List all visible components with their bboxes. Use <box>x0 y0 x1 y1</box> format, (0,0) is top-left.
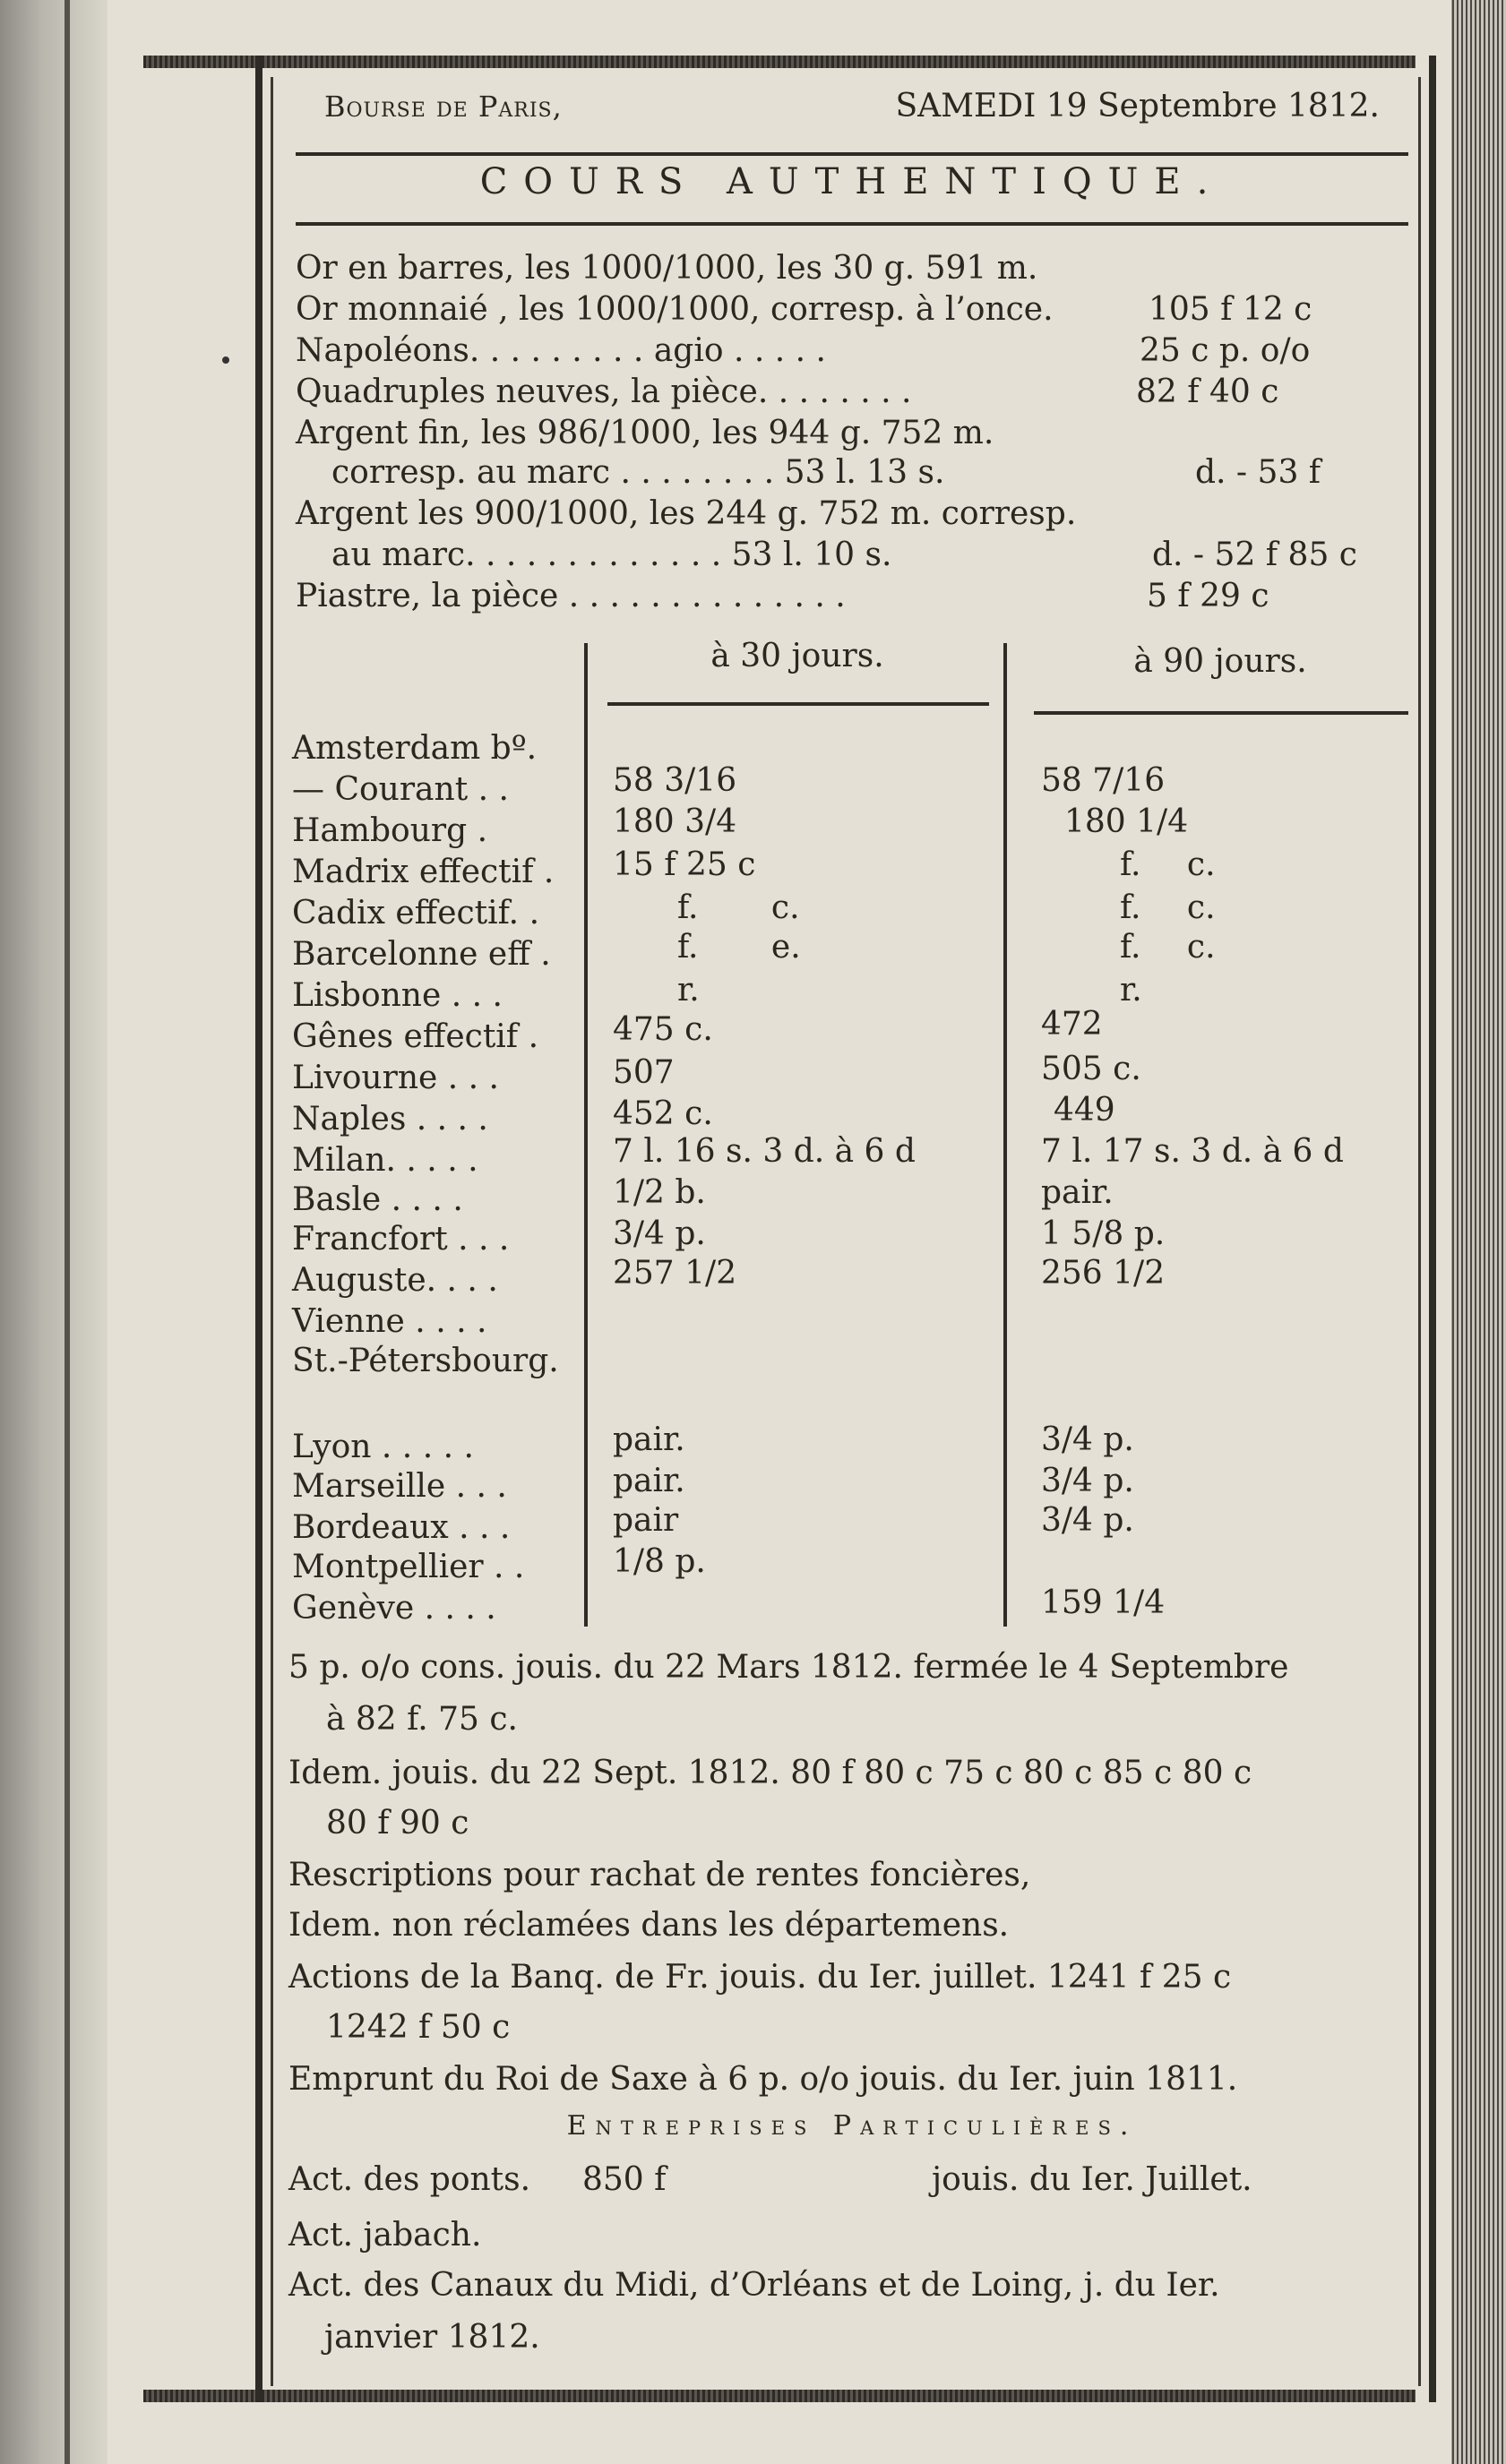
frame-border-top <box>143 56 1416 68</box>
frame-border-right <box>1429 56 1436 2402</box>
ponts-value: 850 f <box>582 2161 667 2198</box>
rate-90: f. c. <box>1120 846 1216 883</box>
rate-90: r. <box>1120 972 1142 1009</box>
city-label: Madrix effectif . <box>292 854 555 890</box>
city-label: Barcelonne eff . <box>292 936 551 973</box>
rate-90: 159 1/4 <box>1041 1584 1166 1621</box>
column-header-30-jours: à 30 jours. <box>710 638 884 674</box>
rate-90: f. c. <box>1120 889 1216 926</box>
header-rule <box>296 152 1408 156</box>
rate-90: 449 <box>1054 1092 1115 1129</box>
rate-90: 505 c. <box>1041 1051 1141 1087</box>
rate-30: 15 f 25 c <box>613 846 756 883</box>
metal-value: 25 c p. o/o <box>1140 332 1311 369</box>
metal-value: 105 f 12 c <box>1149 291 1312 328</box>
city-label: Gênes effectif . <box>292 1018 539 1055</box>
ponts-jouis: jouis. du Ier. Juillet. <box>932 2161 1252 2198</box>
frame-border-left <box>255 56 262 2402</box>
column-rule-90 <box>1034 711 1408 715</box>
page-edges <box>1452 0 1506 2464</box>
rate-90: 180 1/4 <box>1064 803 1189 840</box>
page-title: COURS AUTHENTIQUE. <box>479 161 1225 202</box>
city-label: St.-Pétersbourg. <box>292 1343 559 1379</box>
canaux-line: Act. des Canaux du Midi, d’Orléans et de Loing, j. du Ier. <box>288 2267 1220 2304</box>
rate-90: pair. <box>1041 1174 1114 1211</box>
city-label: Marseille . . . <box>292 1468 507 1505</box>
rate-90: f. c. <box>1120 929 1216 966</box>
fund-line: 5 p. o/o cons. jouis. du 22 Mars 1812. fermée le 4 Septembre <box>288 1649 1289 1686</box>
city-label: Amsterdam bº. <box>292 730 538 767</box>
rate-30: 257 1/2 <box>613 1255 737 1292</box>
metal-row: Argent fin, les 986/1000, les 944 g. 752 m. <box>296 415 994 451</box>
city-label: Genève . . . . <box>292 1590 496 1627</box>
metal-row: Napoléons. . . . . . . . . agio . . . . . <box>296 332 826 369</box>
fund-line: 1242 f 50 c <box>326 2009 511 2046</box>
city-label: Auguste. . . . <box>292 1262 498 1299</box>
fund-line: Idem. jouis. du 22 Sept. 1812. 80 f 80 c 75 c 80 c 85 c 80 c <box>288 1755 1252 1791</box>
fund-line: à 82 f. 75 c. <box>326 1701 518 1738</box>
rate-30: pair. <box>613 1463 685 1499</box>
frame-inner-left <box>271 77 273 2386</box>
city-label: Vienne . . . . <box>292 1303 487 1340</box>
rate-30: pair. <box>613 1421 685 1458</box>
column-rule-30 <box>607 702 989 706</box>
column-header-90-jours: à 90 jours. <box>1133 643 1307 680</box>
city-label: Livourne . . . <box>292 1060 499 1096</box>
column-divider-right <box>1003 643 1007 1627</box>
ponts-label: Act. des ponts. <box>288 2161 531 2198</box>
city-label: Milan. . . . . <box>292 1142 478 1179</box>
rate-30: 507 <box>613 1054 675 1091</box>
city-label: Francfort . . . <box>292 1221 510 1258</box>
rate-30: 452 c. <box>613 1095 713 1132</box>
frame-border-bottom <box>143 2390 1416 2402</box>
metal-row: au marc. . . . . . . . . . . . . 53 l. 10 s. <box>331 537 892 573</box>
date-heading: SAMEDI 19 Septembre 1812. <box>895 88 1380 124</box>
city-label: Naples . . . . <box>292 1101 488 1138</box>
rate-30: 1/2 b. <box>613 1174 706 1211</box>
rate-90: 58 7/16 <box>1041 762 1166 799</box>
metal-row: corresp. au marc . . . . . . . . 53 l. 13 s. <box>331 454 945 491</box>
fund-line: Actions de la Banq. de Fr. jouis. du Ier. juillet. 1241 f 25 c <box>288 1959 1232 1996</box>
rate-30: f. c. <box>677 889 800 926</box>
city-label: — Courant . . <box>292 771 509 808</box>
city-label: Montpellier . . <box>292 1549 525 1585</box>
rate-30: 475 c. <box>613 1011 713 1048</box>
jabach-line: Act. jabach. <box>288 2217 482 2254</box>
left-page-margin <box>0 0 108 2464</box>
rate-90: 3/4 p. <box>1041 1502 1134 1539</box>
fund-line: Rescriptions pour rachat de rentes foncières, <box>288 1857 1031 1893</box>
rate-30: 7 l. 16 s. 3 d. à 6 d <box>613 1133 916 1170</box>
column-divider-left <box>584 643 588 1627</box>
city-label: Lyon . . . . . <box>292 1429 474 1465</box>
rate-90: 472 <box>1041 1006 1103 1043</box>
city-label: Bordeaux . . . <box>292 1509 511 1546</box>
rate-30: r. <box>677 972 700 1009</box>
metal-value: 82 f 40 c <box>1136 373 1279 410</box>
canaux-line-cont: janvier 1812. <box>324 2319 540 2356</box>
city-label: Cadix effectif. . <box>292 895 540 932</box>
metal-row: Quadruples neuves, la pièce. . . . . . . . <box>296 373 912 410</box>
metal-row: Piastre, la pièce . . . . . . . . . . . . . . <box>296 578 846 614</box>
frame-inner-right <box>1418 77 1421 2386</box>
fund-line: Emprunt du Roi de Saxe à 6 p. o/o jouis. du Ier. juin 1811. <box>288 2061 1238 2098</box>
rate-30: 3/4 p. <box>613 1215 706 1252</box>
entreprises-heading: Entreprises Particulières. <box>566 2110 1138 2142</box>
bourse-heading: Bourse de Paris, <box>324 90 563 124</box>
rate-90: 7 l. 17 s. 3 d. à 6 d <box>1041 1133 1344 1170</box>
metal-row: Argent les 900/1000, les 244 g. 752 m. corresp. <box>296 495 1077 532</box>
metal-row: Or en barres, les 1000/1000, les 30 g. 591 m. <box>296 250 1038 287</box>
rate-90: 3/4 p. <box>1041 1421 1134 1458</box>
metal-value: d. - 53 f <box>1195 454 1321 491</box>
rate-90: 3/4 p. <box>1041 1463 1134 1499</box>
fund-line: Idem. non réclamées dans les départemens. <box>288 1907 1010 1944</box>
city-label: Basle . . . . <box>292 1181 463 1218</box>
rate-90: 1 5/8 p. <box>1041 1215 1166 1252</box>
fund-line: 80 f 90 c <box>326 1805 469 1842</box>
rate-30: 58 3/16 <box>613 762 737 799</box>
title-rule <box>296 222 1408 226</box>
rate-30: f. e. <box>677 929 801 966</box>
metal-value: d. - 52 f 85 c <box>1152 537 1357 573</box>
metal-row: Or monnaié , les 1000/1000, corresp. à l’once. <box>296 291 1054 328</box>
book-spine <box>65 0 70 2464</box>
metal-value: 5 f 29 c <box>1147 578 1269 614</box>
city-label: Lisbonne . . . <box>292 977 503 1014</box>
city-label: Hambourg . <box>292 812 488 849</box>
rate-90: 256 1/2 <box>1041 1255 1166 1292</box>
rate-30: pair <box>613 1502 679 1539</box>
margin-mark <box>222 356 229 364</box>
rate-30: 1/8 p. <box>613 1543 706 1580</box>
rate-30: 180 3/4 <box>613 803 737 840</box>
